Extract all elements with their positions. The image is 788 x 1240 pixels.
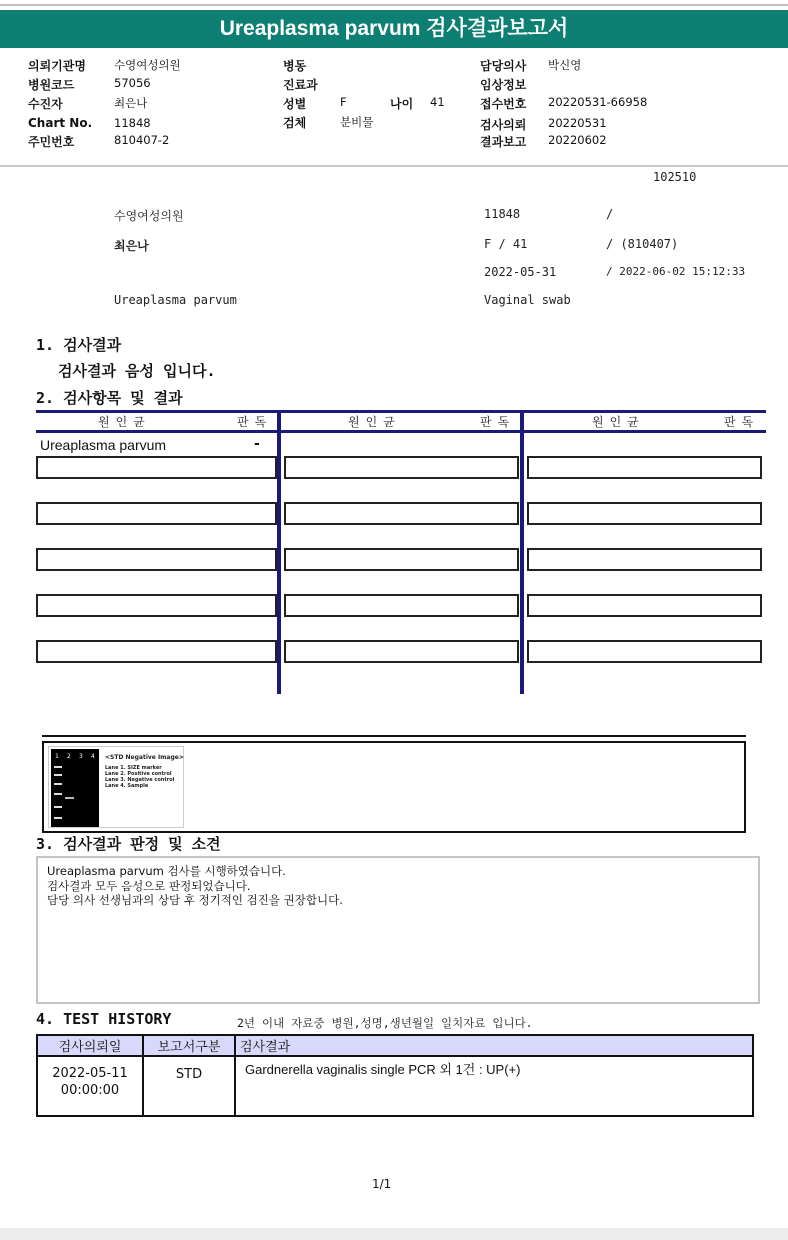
info-sex-age: F / 41 [484,237,528,251]
gel-caption-title: <STD Negative Image> [105,754,184,761]
lane-number: 3 [79,753,83,760]
history-date-cell [37,1056,143,1116]
header-value: 분비물 [340,115,374,129]
column-divider [277,410,281,694]
gel-band [54,783,62,785]
info-slash: / [606,207,614,221]
empty-result-box [36,594,277,617]
info-hospital: 수영여성의원 [114,209,184,223]
gel-band [54,806,62,808]
section3-title: 3. 검사결과 판정 및 소견 [36,835,221,853]
history-date: 2022-05-11 [52,1066,128,1081]
gel-band [54,774,62,776]
col-header-judge: 판독 [237,415,273,429]
history-header-type: 보고서구분 [143,1035,235,1056]
header-value: 57056 [114,76,151,90]
col-header-pathogen: 원인균 [348,415,401,429]
section1-summary: 검사결과 음성 입니다. [58,362,216,380]
col-header-judge: 판독 [480,415,516,429]
header-value: 수영여성의원 [114,58,181,72]
lane-number: 2 [67,753,71,760]
history-header-result: 검사결과 [235,1035,753,1056]
info-patient-name: 최은나 [114,239,149,253]
header-label: 결과보고 [480,135,527,149]
gel-caption-line: Lane 2. Positive control [105,771,172,777]
header-label: 검사의뢰 [480,118,527,132]
empty-result-box [527,640,762,663]
header-label: 담당의사 [480,59,527,73]
empty-result-box [527,594,762,617]
header-label: 의뢰기관명 [28,59,86,73]
gel-lanes [51,749,99,827]
header-value: 810407-2 [114,133,170,147]
header-value: 11848 [114,116,151,130]
page-number: 1/1 [372,1177,392,1191]
header-value: 최은나 [114,96,148,110]
empty-result-box [284,594,519,617]
header-value: 20220602 [548,133,607,147]
info-request-date: 2022-05-31 [484,265,557,279]
history-header-date: 검사의뢰일 [37,1035,143,1056]
page-footer-band [0,1228,788,1240]
findings-box [36,856,760,1004]
header-value: F [340,95,347,109]
empty-result-box [284,502,519,525]
info-specimen: Vaginal swab [484,293,571,307]
header-value: 41 [430,95,445,109]
empty-result-box [36,640,277,663]
info-birth: / (810407) [606,237,679,251]
empty-result-box [284,640,519,663]
empty-result-box [284,456,519,479]
empty-result-box [527,502,762,525]
header-value: 20220531-66958 [548,95,648,109]
result-pathogen-name: Ureaplasma parvum [40,437,167,453]
empty-result-box [284,548,519,571]
empty-result-box [36,548,277,571]
top-border [0,4,788,6]
header-divider [0,165,788,167]
header-label: Chart No. [28,116,93,130]
info-report-datetime: / 2022-06-02 15:12:33 [606,265,746,278]
empty-result-box [527,548,762,571]
findings-line: 검사결과 모두 음성으로 판정되었습니다. [47,878,251,893]
section4-title: 4. TEST HISTORY [36,1010,172,1028]
history-result: Gardnerella vaginalis single PCR 외 1건 : UP(+) [235,1056,753,1116]
lane-number: 1 [55,753,59,760]
header-label: 주민번호 [28,135,75,149]
col-header-pathogen: 원인균 [592,415,645,429]
gel-band [65,797,74,799]
gel-band [54,793,62,795]
gel-caption-line: Lane 1. SIZE marker [105,765,162,771]
section2-title: 2. 검사항목 및 결과 [36,389,183,407]
header-label: 병원코드 [28,78,75,92]
header-label: 성별 [283,97,307,111]
result-judgement: - [254,436,260,452]
findings-line: 담당 의사 선생님과의 상담 후 정기적인 검진을 권장합니다. [47,893,343,907]
header-label: 나이 [390,97,414,111]
gel-caption-line: Lane 3. Negative control [105,777,175,783]
col-header-judge: 판독 [724,415,760,429]
history-note: 2년 이내 자료중 병원,성명,생년월일 일치자료 입니다. [237,1016,533,1030]
section1-title: 1. 검사결과 [36,336,122,354]
gel-caption [105,755,183,789]
history-type: STD [143,1056,235,1116]
table-row [37,1056,753,1116]
col-header-pathogen: 원인균 [98,415,151,429]
header-label: 접수번호 [480,97,527,111]
info-test-name: Ureaplasma parvum [114,293,237,307]
header-value: 20220531 [548,116,607,130]
report-title: Ureaplasma parvum 검사결과보고서 [0,10,788,48]
history-time: 00:00:00 [60,1083,120,1098]
header-label: 병동 [283,59,307,73]
header-label: 수진자 [28,97,63,111]
header-label: 검체 [283,116,307,130]
findings-line: Ureaplasma parvum 검사를 시행하였습니다. [47,864,286,878]
empty-result-box [527,456,762,479]
header-label: 진료과 [283,78,318,92]
gel-caption-line: Lane 4. Sample [105,783,149,789]
report-code: 102510 [653,170,697,184]
gel-band [54,766,62,768]
gel-top-rule [42,735,746,737]
history-table [36,1034,754,1117]
header-label: 임상정보 [480,78,527,92]
empty-result-box [36,456,277,479]
lane-number: 4 [91,753,95,760]
gel-band [54,817,62,819]
gel-electrophoresis-image [48,746,184,828]
history-header-row [37,1035,753,1056]
empty-result-box [36,502,277,525]
header-value: 박신영 [548,58,582,72]
info-chart-no: 11848 [484,207,521,221]
table-header-rule [36,430,766,433]
column-divider [520,410,524,694]
